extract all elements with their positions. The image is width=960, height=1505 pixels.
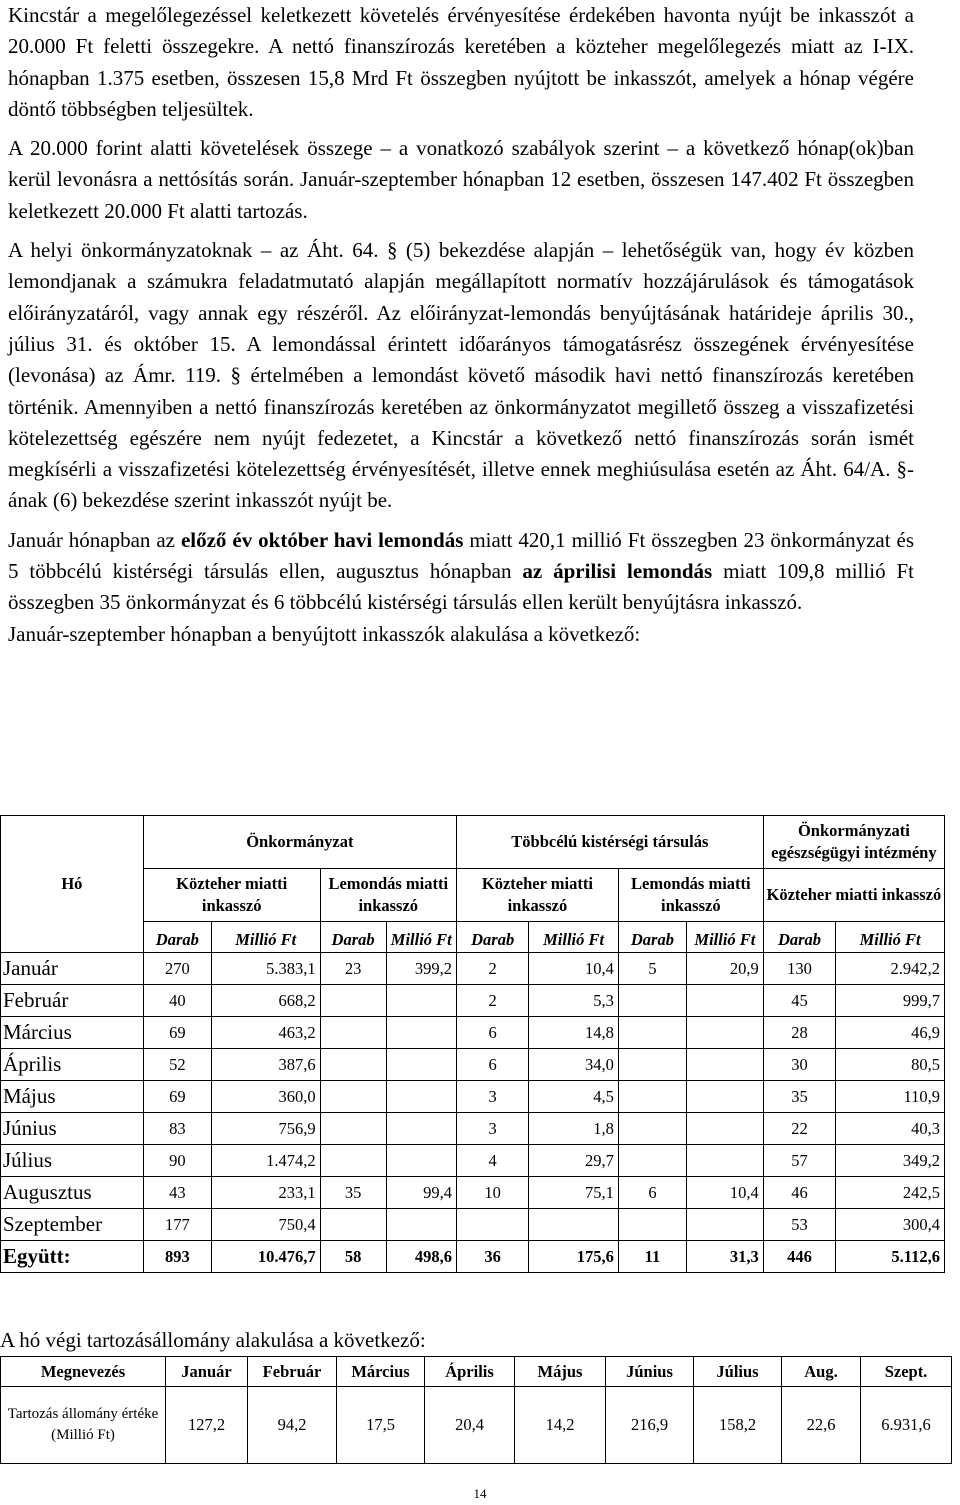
inkasszo-table bbox=[0, 815, 945, 1273]
count-cell bbox=[320, 1113, 386, 1145]
amount-cell: 300,4 bbox=[836, 1209, 945, 1241]
count-cell bbox=[618, 1145, 686, 1177]
table1-intro: Január-szeptember hónapban a benyújtott inkasszók alakulása a következő: bbox=[8, 621, 641, 646]
amount-cell: 99,4 bbox=[386, 1177, 456, 1209]
amount-cell: 1.474,2 bbox=[211, 1145, 320, 1177]
count-cell: 43 bbox=[143, 1177, 211, 1209]
tartozas-header-cell: Megnevezés bbox=[1, 1357, 166, 1387]
page-number: 14 bbox=[473, 1486, 487, 1501]
amount-cell: 999,7 bbox=[836, 985, 945, 1017]
count-cell: 2 bbox=[456, 953, 528, 985]
count-cell: 130 bbox=[763, 953, 835, 985]
count-cell: 177 bbox=[143, 1209, 211, 1241]
count-cell: 40 bbox=[143, 985, 211, 1017]
count-cell: 35 bbox=[763, 1081, 835, 1113]
count-cell bbox=[618, 1209, 686, 1241]
count-cell bbox=[618, 985, 686, 1017]
header-egeszsegugyi: Önkormányzati egészségügyi intézmény bbox=[763, 816, 944, 869]
paragraph-lemondas: A helyi önkormányzatoknak – az Áht. 64. § (5) bekezdése alapján – lehetőségük van, hogy év közben lemondjanak a számukra feladatmutató alapján megállapított normatív hozzájárulások és támogatások előirányzatáról, vagy annak egy részéről. Az előirányzat-lemondás benyújtásának határideje április 30., július 31. és október 15. A lemondással érintett időarányos támogatásrész összegének érvényesítése (levonása) az Ámr. 119. § értelmében a lemondást követő második havi nettó finanszírozás keretében történik. Amennyiben a nettó finanszírozás keretében az önkormányzatot megillető összeg a visszafizetési kötelezettség egészére nem nyújt fedezetet, a Kincstár a következő nettó finanszírozás során ismét megkísérli a visszafizetési kötelezettség érvényesítését, illetve ennek meghiúsulása esetén az Áht. 64/A. §-ának (6) bekezdése szerint inkasszót nyújt be. bbox=[8, 238, 914, 513]
count-cell: 6 bbox=[618, 1177, 686, 1209]
tartozas-value-cell: 6.931,6 bbox=[861, 1387, 952, 1464]
tartozas-value-cell: 127,2 bbox=[166, 1387, 248, 1464]
tartozas-header-cell: Május bbox=[515, 1357, 606, 1387]
amount-cell: 1,8 bbox=[529, 1113, 618, 1145]
amount-cell bbox=[386, 1017, 456, 1049]
count-cell: 10 bbox=[456, 1177, 528, 1209]
amount-cell: 399,2 bbox=[386, 953, 456, 985]
count-cell: 35 bbox=[320, 1177, 386, 1209]
tartozas-value-cell: 17,5 bbox=[337, 1387, 425, 1464]
tartozas-value-row bbox=[1, 1387, 952, 1464]
count-cell: 28 bbox=[763, 1017, 835, 1049]
amount-cell: 242,5 bbox=[836, 1177, 945, 1209]
count-cell: 36 bbox=[456, 1241, 528, 1273]
tartozas-value-cell: 94,2 bbox=[248, 1387, 337, 1464]
amount-cell: 10,4 bbox=[529, 953, 618, 985]
count-cell bbox=[320, 1017, 386, 1049]
count-cell: 46 bbox=[763, 1177, 835, 1209]
count-cell bbox=[320, 985, 386, 1017]
month-cell: Január bbox=[1, 953, 144, 985]
p4-text-3: miatt 109,8 millió Ft összegben 35 önkormányzat és 6 többcélú kistérségi társulás ellen került benyújtásra inkasszó. bbox=[8, 559, 914, 615]
amount-cell: 10,4 bbox=[687, 1177, 764, 1209]
month-cell: Augusztus bbox=[1, 1177, 144, 1209]
month-cell: Március bbox=[1, 1017, 144, 1049]
amount-cell: 14,8 bbox=[529, 1017, 618, 1049]
amount-cell: 756,9 bbox=[211, 1113, 320, 1145]
count-cell: 446 bbox=[763, 1241, 835, 1273]
amount-cell: 31,3 bbox=[687, 1241, 764, 1273]
amount-cell: 668,2 bbox=[211, 985, 320, 1017]
amount-cell bbox=[687, 1017, 764, 1049]
header-kozteher-onk: Közteher miatti inkasszó bbox=[143, 869, 320, 922]
header-darab: Darab bbox=[618, 922, 686, 953]
table-row bbox=[1, 1209, 945, 1241]
amount-cell: 463,2 bbox=[211, 1017, 320, 1049]
document-page bbox=[8, 0, 914, 650]
tartozas-table bbox=[0, 1356, 952, 1464]
amount-cell: 233,1 bbox=[211, 1177, 320, 1209]
table-row bbox=[1, 1113, 945, 1145]
count-cell: 3 bbox=[456, 1113, 528, 1145]
table-row bbox=[1, 953, 945, 985]
count-cell bbox=[320, 1081, 386, 1113]
count-cell: 30 bbox=[763, 1049, 835, 1081]
amount-cell bbox=[386, 985, 456, 1017]
table-row bbox=[1, 1145, 945, 1177]
table-row bbox=[1, 1177, 945, 1209]
amount-cell: 2.942,2 bbox=[836, 953, 945, 985]
table-row bbox=[1, 985, 945, 1017]
count-cell bbox=[618, 1113, 686, 1145]
amount-cell: 360,0 bbox=[211, 1081, 320, 1113]
count-cell bbox=[320, 1145, 386, 1177]
month-cell: Február bbox=[1, 985, 144, 1017]
tartozas-value-cell: 22,6 bbox=[782, 1387, 861, 1464]
header-tobbcelu: Többcélú kistérségi társulás bbox=[456, 816, 763, 869]
header-millio: Millió Ft bbox=[529, 922, 618, 953]
month-cell: Július bbox=[1, 1145, 144, 1177]
amount-cell: 34,0 bbox=[529, 1049, 618, 1081]
count-cell: 23 bbox=[320, 953, 386, 985]
count-cell: 69 bbox=[143, 1081, 211, 1113]
paragraph-januar-augusztus bbox=[8, 525, 914, 619]
tartozas-header-cell: Március bbox=[337, 1357, 425, 1387]
header-kozteher-eu: Közteher miatti inkasszó bbox=[763, 869, 944, 922]
count-cell: 6 bbox=[456, 1049, 528, 1081]
tartozas-header-cell: Június bbox=[606, 1357, 694, 1387]
count-cell: 69 bbox=[143, 1017, 211, 1049]
tartozas-value-cell: 20,4 bbox=[425, 1387, 515, 1464]
count-cell bbox=[618, 1017, 686, 1049]
p4-bold-2: az áprilisi lemondás bbox=[522, 559, 713, 584]
count-cell: 3 bbox=[456, 1081, 528, 1113]
header-lemondas-tars: Lemondás miatti inkasszó bbox=[618, 869, 763, 922]
month-cell: Szeptember bbox=[1, 1209, 144, 1241]
amount-cell: 80,5 bbox=[836, 1049, 945, 1081]
paragraph-inkasszo-intro: Kincstár a megelőlegezéssel keletkezett követelés érvényesítése érdekében havonta nyújt be inkasszót a 20.000 Ft feletti összegekre. A nettó finanszírozás keretében a közteher megelőlegezés miatt az I-IX. hónapban 1.375 esetben, összesen 15,8 Mrd Ft összegben nyújtott be inkasszót, amelyek a hónap végére döntő többségben teljesültek. bbox=[8, 3, 914, 121]
amount-cell: 5.112,6 bbox=[836, 1241, 945, 1273]
count-cell: 270 bbox=[143, 953, 211, 985]
count-cell bbox=[618, 1049, 686, 1081]
amount-cell: 498,6 bbox=[386, 1241, 456, 1273]
count-cell: 53 bbox=[763, 1209, 835, 1241]
count-cell: 45 bbox=[763, 985, 835, 1017]
count-cell: 58 bbox=[320, 1241, 386, 1273]
header-darab: Darab bbox=[763, 922, 835, 953]
amount-cell: 387,6 bbox=[211, 1049, 320, 1081]
header-darab: Darab bbox=[320, 922, 386, 953]
tartozas-header-cell: Április bbox=[425, 1357, 515, 1387]
p4-text-1: Január hónapban az bbox=[8, 527, 181, 552]
header-kozteher-tars: Közteher miatti inkasszó bbox=[456, 869, 618, 922]
tartozas-label: Tartozás állomány értéke (Millió Ft) bbox=[1, 1387, 166, 1464]
tartozas-header-cell: Január bbox=[166, 1357, 248, 1387]
amount-cell bbox=[386, 1049, 456, 1081]
inkasszo-table-body bbox=[1, 953, 945, 1273]
count-cell: 11 bbox=[618, 1241, 686, 1273]
tartozas-header-cell: Július bbox=[694, 1357, 782, 1387]
total-row bbox=[1, 1241, 945, 1273]
month-cell: Április bbox=[1, 1049, 144, 1081]
amount-cell: 4,5 bbox=[529, 1081, 618, 1113]
header-millio: Millió Ft bbox=[211, 922, 320, 953]
count-cell: 22 bbox=[763, 1113, 835, 1145]
count-cell: 4 bbox=[456, 1145, 528, 1177]
count-cell bbox=[456, 1209, 528, 1241]
amount-cell bbox=[386, 1081, 456, 1113]
month-cell: Május bbox=[1, 1081, 144, 1113]
tartozas-header-cell: Aug. bbox=[782, 1357, 861, 1387]
amount-cell: 20,9 bbox=[687, 953, 764, 985]
count-cell: 52 bbox=[143, 1049, 211, 1081]
header-ho: Hó bbox=[1, 816, 144, 953]
amount-cell: 10.476,7 bbox=[211, 1241, 320, 1273]
amount-cell: 5.383,1 bbox=[211, 953, 320, 985]
count-cell: 83 bbox=[143, 1113, 211, 1145]
amount-cell bbox=[687, 1049, 764, 1081]
header-onkormanyzat: Önkormányzat bbox=[143, 816, 456, 869]
header-millio: Millió Ft bbox=[386, 922, 456, 953]
amount-cell: 349,2 bbox=[836, 1145, 945, 1177]
tartozas-header-cell: Szept. bbox=[861, 1357, 952, 1387]
header-darab: Darab bbox=[456, 922, 528, 953]
amount-cell bbox=[687, 1209, 764, 1241]
header-darab: Darab bbox=[143, 922, 211, 953]
amount-cell bbox=[687, 1113, 764, 1145]
amount-cell: 29,7 bbox=[529, 1145, 618, 1177]
amount-cell: 46,9 bbox=[836, 1017, 945, 1049]
count-cell bbox=[320, 1209, 386, 1241]
count-cell: 5 bbox=[618, 953, 686, 985]
count-cell: 90 bbox=[143, 1145, 211, 1177]
count-cell bbox=[320, 1049, 386, 1081]
month-cell: Június bbox=[1, 1113, 144, 1145]
month-cell: Együtt: bbox=[1, 1241, 144, 1273]
amount-cell bbox=[687, 985, 764, 1017]
header-millio: Millió Ft bbox=[836, 922, 945, 953]
tartozas-header-row bbox=[1, 1357, 952, 1387]
count-cell bbox=[618, 1081, 686, 1113]
amount-cell bbox=[386, 1145, 456, 1177]
table-row bbox=[1, 1049, 945, 1081]
amount-cell: 5,3 bbox=[529, 985, 618, 1017]
count-cell: 893 bbox=[143, 1241, 211, 1273]
header-millio: Millió Ft bbox=[687, 922, 764, 953]
amount-cell bbox=[386, 1209, 456, 1241]
amount-cell: 110,9 bbox=[836, 1081, 945, 1113]
tartozas-value-cell: 14,2 bbox=[515, 1387, 606, 1464]
p4-bold-1: előző év október havi lemondás bbox=[180, 527, 464, 552]
amount-cell bbox=[687, 1145, 764, 1177]
amount-cell bbox=[529, 1209, 618, 1241]
tartozas-value-cell: 158,2 bbox=[694, 1387, 782, 1464]
table-row bbox=[1, 1081, 945, 1113]
amount-cell: 175,6 bbox=[529, 1241, 618, 1273]
amount-cell: 750,4 bbox=[211, 1209, 320, 1241]
tartozas-value-cell: 216,9 bbox=[606, 1387, 694, 1464]
table2-title: A hó végi tartozásállomány alakulása a következő: bbox=[0, 1328, 426, 1352]
count-cell: 6 bbox=[456, 1017, 528, 1049]
p4-text-2: miatt 420,1 millió Ft összegben 23 önkormányzat és 5 többcélú kistérségi társulás ellen, augusztus hónapban bbox=[8, 527, 915, 584]
count-cell: 57 bbox=[763, 1145, 835, 1177]
amount-cell: 40,3 bbox=[836, 1113, 945, 1145]
paragraph-20000-alatti: A 20.000 forint alatti követelések összege – a vonatkozó szabályok szerint – a következő hónap(ok)ban kerül levonásra a nettósítás során. Január-szeptember hónapban 12 esetben, összesen 147.402 Ft összegben keletkezett 20.000 Ft alatti tartozás. bbox=[8, 136, 914, 223]
tartozas-header-cell: Február bbox=[248, 1357, 337, 1387]
amount-cell bbox=[687, 1081, 764, 1113]
amount-cell: 75,1 bbox=[529, 1177, 618, 1209]
amount-cell bbox=[386, 1113, 456, 1145]
count-cell: 2 bbox=[456, 985, 528, 1017]
table-row bbox=[1, 1017, 945, 1049]
header-lemondas-onk: Lemondás miatti inkasszó bbox=[320, 869, 456, 922]
